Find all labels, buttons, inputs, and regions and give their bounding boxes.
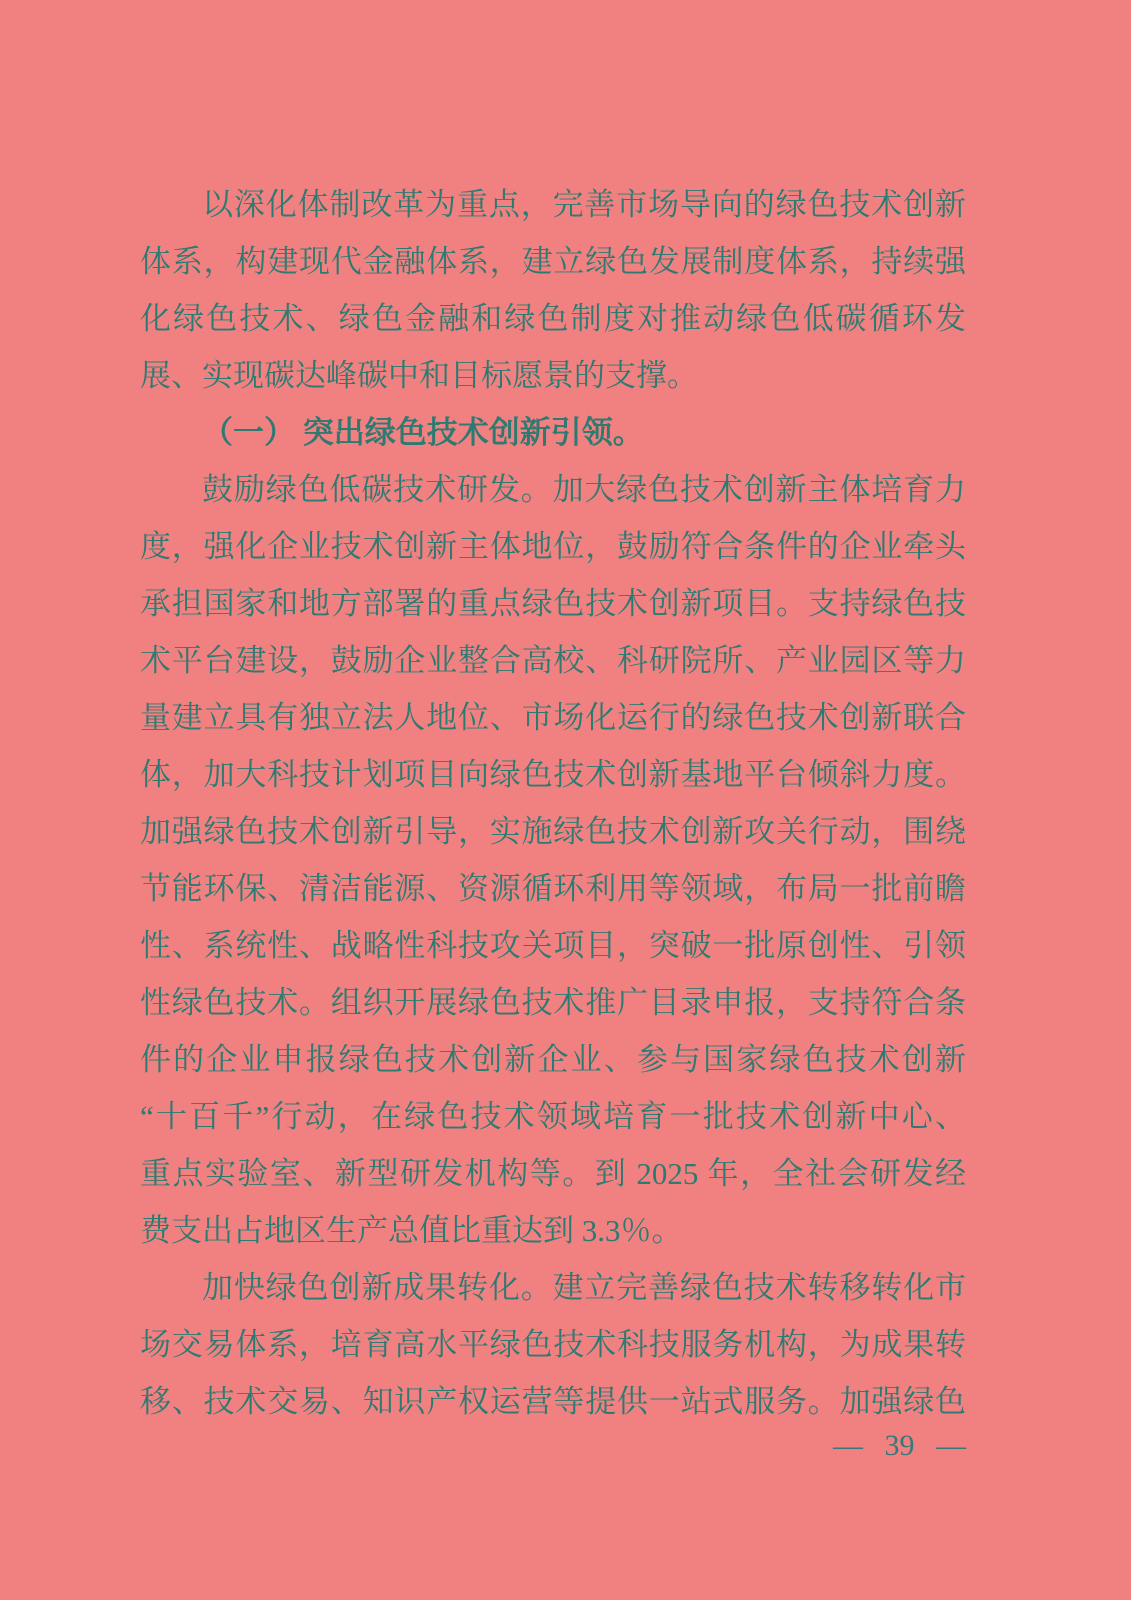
text-line: 以深化体制改革为重点，完善市场导向的绿色技术创新 <box>202 187 966 222</box>
text-line: 件的企业申报绿色技术创新企业、参与国家绿色技术创新 <box>140 1042 966 1077</box>
text-line: 移、技术交易、知识产权运营等提供一站式服务。加强绿色 <box>140 1384 966 1419</box>
text-line: 展、实现碳达峰碳中和目标愿景的支撑。 <box>140 358 698 393</box>
text-line: 术平台建设，鼓励企业整合高校、科研院所、产业园区等力 <box>140 643 966 678</box>
text-line: 节能环保、清洁能源、资源循环利用等领域，布局一批前瞻 <box>140 871 966 906</box>
text-line: 加强绿色技术创新引导，实施绿色技术创新攻关行动，围绕 <box>140 814 966 849</box>
page-number <box>140 1424 966 1468</box>
text-line: 性、系统性、战略性科技攻关项目，突破一批原创性、引领 <box>140 928 966 963</box>
body-text <box>140 176 966 1430</box>
paragraph-2 <box>140 461 966 1259</box>
text-line: 性绿色技术。组织开展绿色技术推广目录申报，支持符合条 <box>140 985 966 1020</box>
text-line: 化绿色技术、绿色金融和绿色制度对推动绿色低碳循环发 <box>140 301 966 336</box>
text-line: 体，加大科技计划项目向绿色技术创新基地平台倾斜力度。 <box>140 757 966 792</box>
paragraph-1 <box>140 176 966 404</box>
text-line: 加快绿色创新成果转化。建立完善绿色技术转移转化市 <box>202 1270 966 1305</box>
text-line: 量建立具有独立法人地位、市场化运行的绿色技术创新联合 <box>140 700 966 735</box>
text-line: 体系，构建现代金融体系，建立绿色发展制度体系，持续强 <box>140 244 966 279</box>
text-line: 鼓励绿色低碳技术研发。加大绿色技术创新主体培育力 <box>202 472 966 507</box>
paragraph-3 <box>140 1259 966 1430</box>
page-number-text: — 39 — <box>833 1429 966 1462</box>
section-heading: （一） 突出绿色技术创新引领。 <box>202 415 644 450</box>
text-line: 费支出占地区生产总值比重达到 3.3％。 <box>140 1213 683 1248</box>
text-line: “十百千”行动，在绿色技术领域培育一批技术创新中心、 <box>140 1099 966 1134</box>
text-line: 度，强化企业技术创新主体地位，鼓励符合条件的企业牵头 <box>140 529 966 564</box>
text-line: 重点实验室、新型研发机构等。到 2025 年，全社会研发经 <box>140 1156 966 1191</box>
text-line: 承担国家和地方部署的重点绿色技术创新项目。支持绿色技 <box>140 586 966 621</box>
text-line: 场交易体系，培育高水平绿色技术科技服务机构，为成果转 <box>140 1327 966 1362</box>
